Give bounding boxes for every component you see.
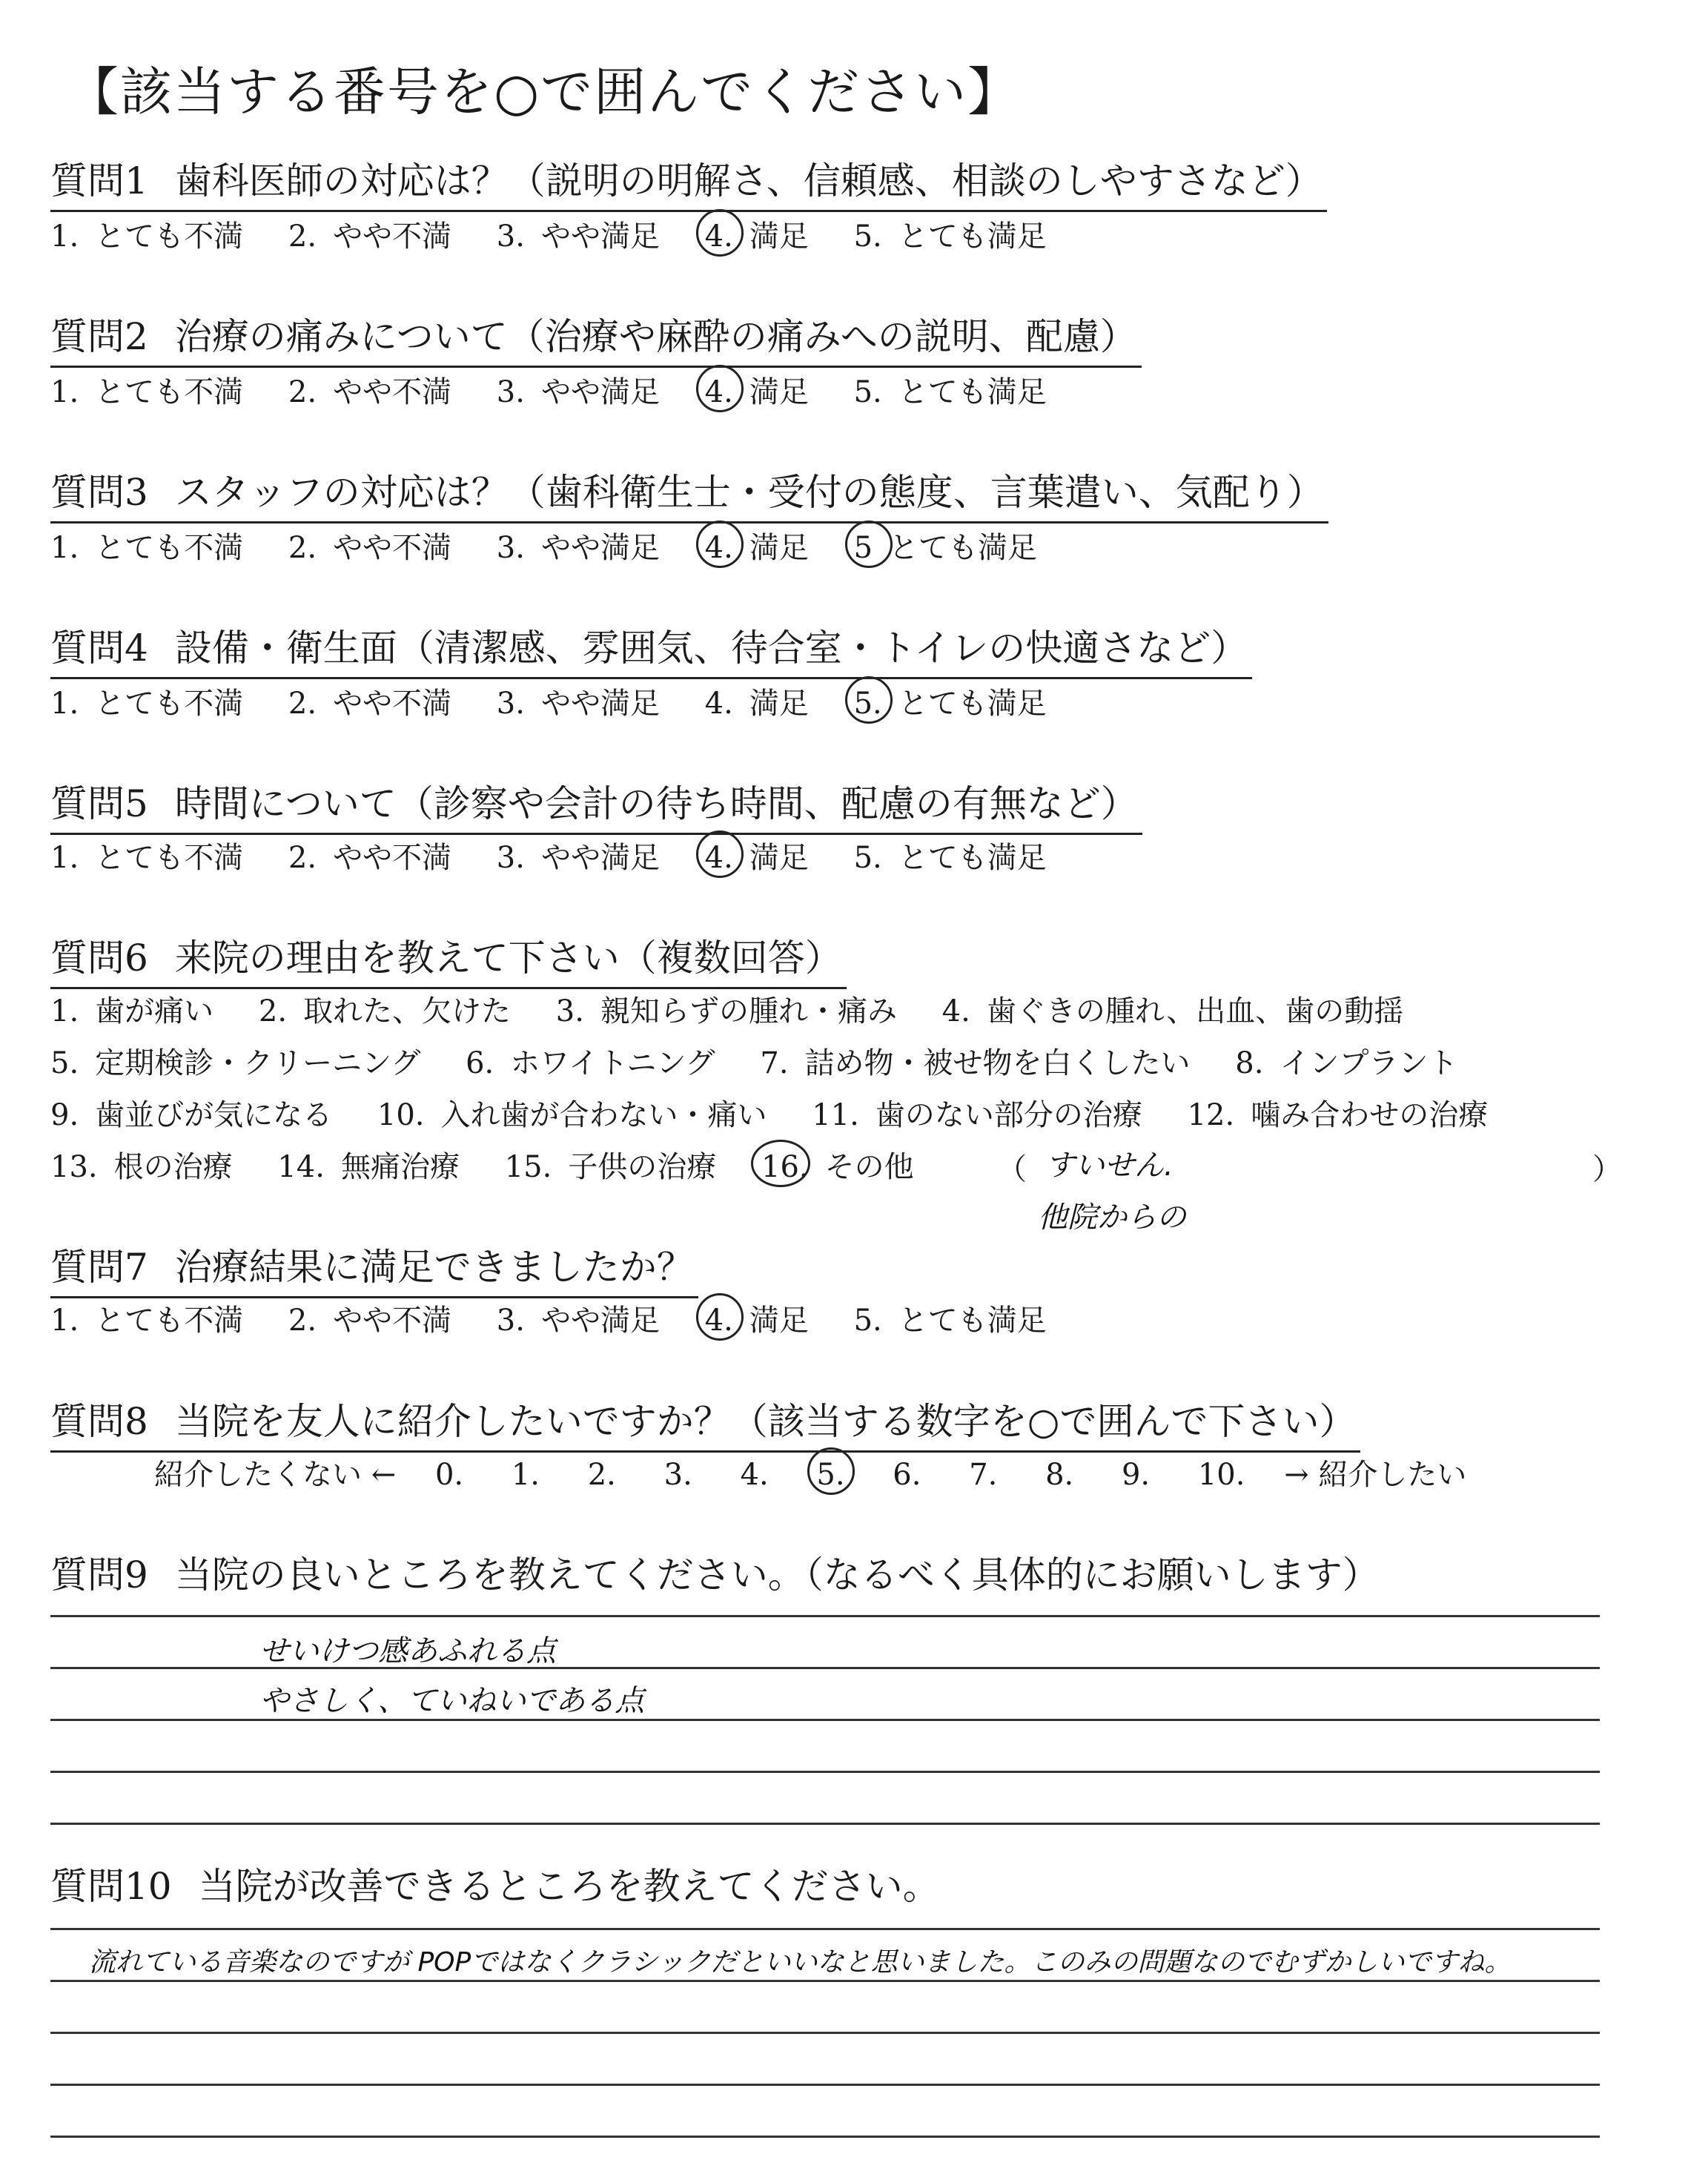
q6-option-10[interactable]: 10. 入れ歯が合わない・痛い bbox=[377, 1098, 767, 1132]
question-6-row-3 bbox=[50, 1094, 1523, 1137]
question-6 bbox=[50, 929, 847, 989]
q1-option-3[interactable]: 3. やや満足 bbox=[496, 219, 660, 254]
q6-other-handwritten-line-2: 他院からの bbox=[1038, 1200, 1186, 1235]
q2-option-3[interactable]: 3. やや満足 bbox=[496, 375, 660, 409]
question-9-label: 質問9 bbox=[50, 1553, 148, 1596]
question-3-text: スタッフの対応は？（歯科衛生士・受付の態度、言葉遣い、気配り） bbox=[174, 471, 1324, 514]
q5-option-3[interactable]: 3. やや満足 bbox=[496, 841, 660, 875]
q7-option-1[interactable]: 1. とても不満 bbox=[50, 1304, 244, 1338]
question-4-text: 設備・衛生面（清潔感、雰囲気、待合室・トイレの快適さなど） bbox=[174, 627, 1248, 670]
q6-option-6[interactable]: 6. ホワイトニング bbox=[466, 1046, 715, 1080]
question-8-label: 質問8 bbox=[50, 1400, 148, 1443]
q10-handwritten-line-1: 流れている音楽なのですが POPではなくクラシックだといいなと思いました。このみの問題なのでむずかしいですね。 bbox=[89, 1947, 1512, 1978]
question-2 bbox=[50, 308, 1142, 368]
q4-option-1[interactable]: 1. とても不満 bbox=[50, 687, 244, 721]
q7-option-5[interactable]: 5. とても満足 bbox=[853, 1304, 1047, 1338]
question-7-text: 治療結果に満足できましたか？ bbox=[174, 1246, 694, 1289]
question-7-label: 質問7 bbox=[50, 1246, 148, 1289]
q6-option-8[interactable]: 8. インプラント bbox=[1235, 1046, 1458, 1080]
q8-option-2[interactable]: 2. bbox=[587, 1458, 616, 1492]
q8-option-1[interactable]: 1. bbox=[511, 1458, 540, 1492]
q6-option-13[interactable]: 13. 根の治療 bbox=[50, 1150, 233, 1184]
q6-option-12[interactable]: 12. 噛み合わせの治療 bbox=[1187, 1098, 1489, 1132]
q5-option-4-selected[interactable]: 4. 満足 bbox=[705, 836, 809, 879]
q5-option-2[interactable]: 2. やや不満 bbox=[288, 841, 452, 875]
q7-option-2[interactable]: 2. やや不満 bbox=[288, 1304, 452, 1338]
question-1-text: 歯科医師の対応は？（説明の明解さ、信頼感、相談のしやすさなど） bbox=[174, 159, 1323, 202]
question-3-options bbox=[50, 526, 1073, 569]
question-9 bbox=[50, 1546, 1384, 1604]
question-6-row-1 bbox=[50, 990, 1439, 1033]
question-6-row-2 bbox=[50, 1042, 1493, 1085]
q8-option-6[interactable]: 6. bbox=[893, 1458, 921, 1492]
q6-option-7[interactable]: 7. 詰め物・被せ物を白くしたい bbox=[760, 1046, 1191, 1080]
question-6-row-4 bbox=[50, 1146, 950, 1189]
q6-option-3[interactable]: 3. 親知らずの腫れ・痛み bbox=[555, 994, 897, 1028]
q1-option-4-selected[interactable]: 4. 満足 bbox=[705, 215, 809, 258]
q6-other-paren-close: ） bbox=[1592, 1152, 1622, 1186]
q6-option-11[interactable]: 11. 歯のない部分の治療 bbox=[812, 1098, 1142, 1132]
q10-answer-line-3[interactable] bbox=[50, 2032, 1600, 2034]
q9-answer-line-4[interactable] bbox=[50, 1771, 1600, 1773]
q1-option-2[interactable]: 2. やや不満 bbox=[288, 219, 452, 254]
q6-option-14[interactable]: 14. 無痛治療 bbox=[277, 1150, 460, 1184]
question-10-label: 質問10 bbox=[50, 1865, 172, 1908]
question-4 bbox=[50, 619, 1252, 679]
q8-option-7[interactable]: 7. bbox=[969, 1458, 998, 1492]
q10-answer-line-2[interactable] bbox=[50, 1980, 1600, 1982]
q8-left-label: 紹介したくない ← bbox=[154, 1458, 397, 1492]
q9-handwritten-line-2: やさしく、ていねいである点 bbox=[259, 1684, 645, 1718]
question-3 bbox=[50, 463, 1328, 524]
q5-option-1[interactable]: 1. とても不満 bbox=[50, 841, 244, 875]
q10-answer-line-4[interactable] bbox=[50, 2084, 1600, 2086]
q9-answer-line-1[interactable] bbox=[50, 1615, 1600, 1617]
question-6-label: 質問6 bbox=[50, 937, 148, 980]
q10-answer-line-5[interactable] bbox=[50, 2136, 1600, 2138]
question-8 bbox=[50, 1393, 1360, 1453]
page-title: 【該当する番号を○で囲んでください】 bbox=[67, 62, 1022, 122]
question-7 bbox=[50, 1238, 698, 1298]
q9-answer-line-5[interactable] bbox=[50, 1823, 1600, 1825]
question-2-options bbox=[50, 371, 1082, 414]
q3-option-4-crossed-out[interactable]: 4. 満足 bbox=[705, 526, 809, 569]
question-1 bbox=[50, 152, 1327, 212]
q1-option-5[interactable]: 5. とても満足 bbox=[853, 219, 1047, 254]
q2-option-2[interactable]: 2. やや不満 bbox=[288, 375, 452, 409]
question-7-options bbox=[50, 1299, 1082, 1342]
question-5 bbox=[50, 775, 1142, 835]
q8-option-3[interactable]: 3. bbox=[663, 1458, 692, 1492]
q6-option-16-selected[interactable]: 16. その他 bbox=[761, 1146, 914, 1189]
q6-option-1[interactable]: 1. 歯が痛い bbox=[50, 994, 214, 1028]
question-6-text: 来院の理由を教えて下さい（複数回答） bbox=[174, 937, 842, 980]
q6-option-15[interactable]: 15. 子供の治療 bbox=[504, 1150, 717, 1184]
question-5-label: 質問5 bbox=[50, 782, 148, 825]
q3-option-5-selected[interactable]: 5 とても満足 bbox=[854, 526, 1037, 569]
q8-option-5-selected[interactable]: 5. bbox=[816, 1453, 844, 1496]
q3-option-2[interactable]: 2. やや不満 bbox=[288, 531, 452, 565]
q2-option-5[interactable]: 5. とても満足 bbox=[853, 375, 1047, 409]
q6-option-5[interactable]: 5. 定期検診・クリーニング bbox=[50, 1046, 421, 1080]
question-10-text: 当院が改善できるところを教えてください。 bbox=[198, 1865, 940, 1908]
question-5-text: 時間について（診察や会計の待ち時間、配慮の有無など） bbox=[174, 782, 1138, 825]
q8-option-8[interactable]: 8. bbox=[1045, 1458, 1074, 1492]
q2-option-1[interactable]: 1. とても不満 bbox=[50, 375, 244, 409]
q6-option-2[interactable]: 2. 取れた、欠けた bbox=[258, 994, 512, 1028]
q10-answer-line-1[interactable] bbox=[50, 1928, 1600, 1930]
q1-option-1[interactable]: 1. とても不満 bbox=[50, 219, 244, 254]
q6-option-9[interactable]: 9. 歯並びが気になる bbox=[50, 1098, 333, 1132]
question-2-label: 質問2 bbox=[50, 315, 148, 358]
q8-option-4[interactable]: 4. bbox=[740, 1458, 769, 1492]
q7-option-4-selected[interactable]: 4. 満足 bbox=[705, 1299, 809, 1342]
question-4-options bbox=[50, 682, 1082, 725]
q3-option-1[interactable]: 1. とても不満 bbox=[50, 531, 244, 565]
question-2-text: 治療の痛みについて（治療や麻酔の痛みへの説明、配慮） bbox=[174, 315, 1137, 358]
question-1-options bbox=[50, 215, 1082, 258]
q8-right-label: → 紹介したい bbox=[1284, 1458, 1467, 1492]
q6-other-handwritten-line-1: すいせん. bbox=[1045, 1149, 1174, 1183]
question-5-options bbox=[50, 836, 1082, 879]
q8-option-0[interactable]: 0. bbox=[434, 1458, 464, 1492]
q5-option-5[interactable]: 5. とても満足 bbox=[853, 841, 1047, 875]
q3-option-3[interactable]: 3. やや満足 bbox=[496, 531, 660, 565]
q7-option-3[interactable]: 3. やや満足 bbox=[496, 1304, 660, 1338]
q4-option-5-selected[interactable]: 5. とても満足 bbox=[854, 682, 1047, 725]
q2-option-4-selected[interactable]: 4. 満足 bbox=[705, 371, 809, 414]
question-9-text: 当院の良いところを教えてください。（なるべく具体的にお願いします） bbox=[174, 1553, 1380, 1596]
question-1-label: 質問1 bbox=[50, 159, 148, 202]
q6-option-4[interactable]: 4. 歯ぐきの腫れ、出血、歯の動揺 bbox=[941, 994, 1404, 1028]
question-8-scale bbox=[154, 1453, 1466, 1496]
q6-other-paren-open: （ bbox=[997, 1152, 1027, 1186]
q8-option-10[interactable]: 10. bbox=[1197, 1458, 1245, 1492]
q4-option-4[interactable]: 4. 満足 bbox=[704, 687, 809, 721]
question-4-label: 質問4 bbox=[50, 627, 148, 670]
q4-option-3[interactable]: 3. やや満足 bbox=[496, 687, 660, 721]
q8-option-9[interactable]: 9. bbox=[1121, 1458, 1151, 1492]
q4-option-2[interactable]: 2. やや不満 bbox=[288, 687, 452, 721]
question-10 bbox=[50, 1857, 944, 1915]
q9-handwritten-line-1: せいけつ感あふれる点 bbox=[259, 1634, 556, 1668]
question-3-label: 質問3 bbox=[50, 471, 148, 514]
question-8-text: 当院を友人に紹介したいですか？（該当する数字を○で囲んで下さい） bbox=[174, 1400, 1357, 1443]
